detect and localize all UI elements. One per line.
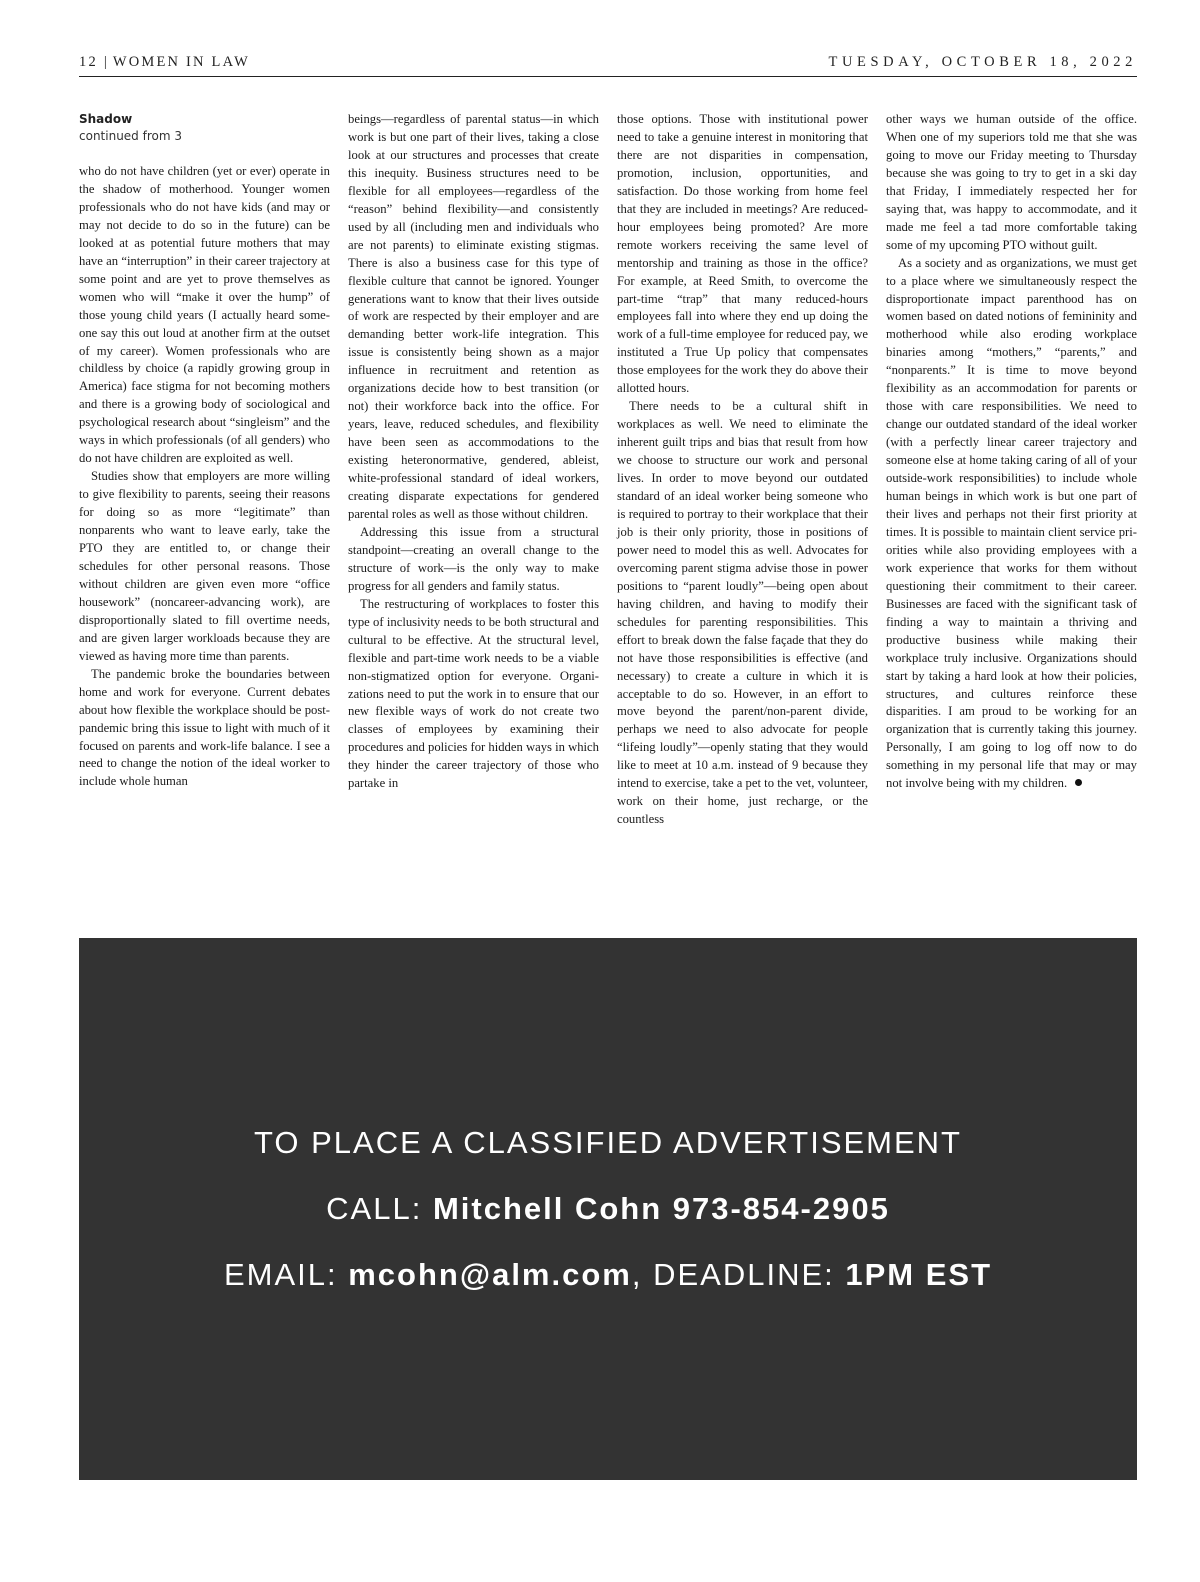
end-of-story-bullet-icon	[1075, 779, 1082, 786]
ad-call-line	[79, 1191, 1137, 1227]
paragraph: Addressing this issue from a structural standpoint—creating an overall change to the structure of work—is the only way to make progress for all genders and family status.	[348, 524, 599, 593]
paragraph: who do not have children (yet or ever) operate in the shadow of motherhood. Younger women professionals who do not have kids (and may or may not decide to do so in the future) can be looked at as potential future mothers that may have an “interruption” in their career trajectory at some point and are yet to prove themselves as women who will “make it over the hump” of those young child years (I actually heard someone say this out loud at another firm at the outset of my career). Women professionals who are childless by choice (a rapidly growing group in America) face stigma for not becoming mothers and there is a growing body of sociological and psychological research about “singleism” and the ways in which professionals (of all genders) who do not have children are exploited as well.	[79, 164, 330, 466]
ad-comma: ,	[631, 1257, 654, 1292]
paragraph: There needs to be a cultural shift in workplaces as well. We need to eliminate the inherent guilt trips and bias that result from how we choose to structure our work and personal lives. In order to move beyond our outdated standard of an ideal worker being someone who is required to portray to their workplace that their job is their only priority, those in positions of power need to model this as well. Advocates for overcoming parent stigma advise those in power positions to “parent loudly”—being open about having children, and having to modify their schedules for parenting responsibilities. This effort to break down the false façade that they do not have those responsibilities is effective (and necessary) to create a culture in which it is acceptable to do so. However, in an effort to move beyond the parent/non-parent divide, perhaps we need to also advocate for people “lifeing loudly”—openly stating that they would like to meet at 10 a.m. instead of 9 because they intend to exercise, take a pet to the vet, volunteer, work on their home, just recharge, or the countless	[617, 399, 868, 827]
page-number: 12	[79, 54, 98, 70]
article-column-1	[79, 111, 330, 791]
article-column-3	[617, 111, 868, 829]
page-header	[79, 52, 1137, 77]
ad-call-label: CALL:	[326, 1191, 433, 1226]
folio-separator: |	[103, 54, 107, 70]
paragraph: other ways we human outside of the office. When one of my superiors told me that she was going to move our Friday meeting to Thursday because she was going to try to get in a ski day that Friday, I immediately respected her for saying that, was happy to accommodate, and it made me feel a tad more comfortable taking some of my upcoming PTO without guilt.	[886, 112, 1137, 252]
ad-deadline-value: 1PM EST	[845, 1257, 993, 1292]
ad-headline: TO PLACE A CLASSIFIED ADVERTISEMENT	[254, 1125, 962, 1160]
page-folio	[79, 54, 250, 71]
paragraph	[886, 255, 1137, 794]
paragraph: The pandemic broke the boundaries between home and work for everyone. Current debates about how flexible the workplace should be post-pandemic bring this issue to light with much of it focused on parents and work-life balance. I see a need to change the notion of the ideal worker to include whole human	[79, 666, 330, 789]
article-column-4	[886, 111, 1137, 793]
paragraph: The restructuring of workplaces to foster this type of inclusivity needs to be both structural and cultural to be effective. At the structural level, flexible and part-time work needs to be a viable non-stigmatized option for everyone. Organizations need to put the work in to ensure that our new flexible ways of work do not create two classes of employees by examining their procedures and policies for hidden ways in which they hinder the career trajectory of those who partake in	[348, 596, 599, 791]
ad-email-address: mcohn@alm.com	[348, 1257, 632, 1292]
article-column-2	[348, 111, 599, 793]
article-kicker: Shadow	[79, 112, 133, 126]
paragraph: beings—regardless of parental status—in which work is but one part of their lives, taking a close look at our structures and processes that create this inequity. Business structures need to be flexible for all employees—regardless of the “reason” behind flexibility—and consistently used by all (including men and individuals who are not parents) to eliminate existing stigmas. There is also a business case for this type of flexible culture that cannot be ignored. Younger generations want to know that their lives outside of work are respected by their employer and are demanding better work-life integration. This issue is consistently being shown as a major influence in recruitment and retention as organizations decide how to best transition (or not) their workforce back into the office. For years, leave, reduced schedules, and flexibility have been seen as accommodations to the existing heteronormative, gendered, ableist, white-professional standard of ideal workers, creating disparate expectations for gendered parental roles as well as those without children.	[348, 112, 599, 521]
final-paragraph-text: As a society and as organizations, we must get to a place where we simultaneously respect the disproportionate impact parenthood has on women based on dated notions of femininity and motherhood while also eroding workplace binaries among “mothers,” “parents,” and “nonparents.” It is time to move beyond flexibility as an accommodation for parents or those with care responsibilities. We need to change our outdated standard of the ideal worker (with a perfectly linear career trajectory and someone else at home taking caring of all of your outside-work responsibilities) to include whole human beings in which work is but one part of their lives and perhaps not their first priority at times. It is possible to maintain client service priorities while also providing employees with a work experience that works for them without questioning their commitment to their career. Businesses are faced with the significant task of finding a way to maintain a thriving and productive business while making their workplace truly inclusive. Organizations should start by taking a hard look at how their policies, structures, and cultures reinforce these disparities. I am proud to be working for an organization that is currently taking this journey. Personally, I am going to log off now to do something in my personal life that may or may not involve being with my children.	[886, 255, 1137, 791]
issue-date: TUESDAY, OCTOBER 18, 2022	[828, 54, 1137, 70]
section-name: WOMEN IN LAW	[112, 54, 250, 70]
ad-phone-contact: Mitchell Cohn 973-854-2905	[432, 1191, 890, 1226]
classified-ad-box	[79, 938, 1137, 1480]
ad-email-line	[79, 1257, 1137, 1293]
paragraph: those options. Those with institutional power need to take a genuine interest in monitoring that there are not disparities in compensation, promotion, inclusion, opportunities, and satisfaction. Do those working from home feel that they are included in meetings? Are reduced-hour employees being promoted? Are more remote workers receiving the same level of mentorship and training as those in the office? For example, at Reed Smith, to overcome the part-time “trap” that many reduced-hours employees fall into where they end up doing the work of a full-time employee for reduced pay, we instituted a True Up policy that compensates those employees for the work they do above their allotted hours.	[617, 112, 868, 396]
paragraph: Studies show that employers are more willing to give flexibility to parents, seeing their reasons for doing so as more “legitimate” than nonparents who want to leave early, take the PTO they are entitled to, or change their schedules for other personal reasons. Those without children are given even more “office housework” (noncareer-advancing work), are disproportionally slated to fill overtime needs, and are given larger workloads because they are viewed as having more time than parents.	[79, 469, 330, 663]
ad-deadline-label: DEADLINE:	[653, 1257, 846, 1292]
continued-line: continued from 3	[79, 129, 182, 143]
ad-email-label: EMAIL:	[223, 1257, 349, 1292]
